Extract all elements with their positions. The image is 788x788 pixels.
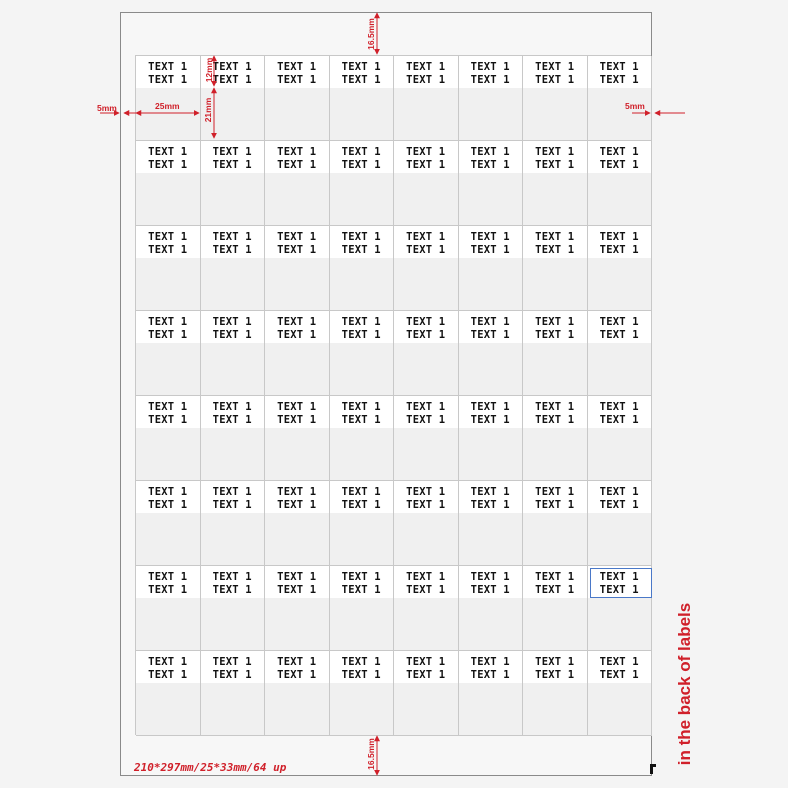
label-text-line-1: TEXT 1 — [470, 571, 510, 583]
label-text-line-1: TEXT 1 — [599, 231, 639, 243]
label-text-line-2: TEXT 1 — [406, 499, 446, 511]
label-text-line-1: TEXT 1 — [535, 656, 575, 668]
label-text-line-1: TEXT 1 — [277, 401, 317, 413]
label-text-line-2: TEXT 1 — [535, 499, 575, 511]
label-text-line-2: TEXT 1 — [599, 499, 639, 511]
label-text-line-1: TEXT 1 — [535, 231, 575, 243]
label-width-label: 25mm — [155, 101, 180, 111]
label-text-line-2: TEXT 1 — [599, 414, 639, 426]
label-text-line-1: TEXT 1 — [148, 571, 188, 583]
label-text-line-2: TEXT 1 — [148, 329, 188, 341]
label-text-line-1: TEXT 1 — [341, 61, 381, 73]
label-text-line-2: TEXT 1 — [535, 244, 575, 256]
label-text-line-1: TEXT 1 — [212, 61, 252, 73]
label-text-line-1: TEXT 1 — [535, 146, 575, 158]
label-text-line-1: TEXT 1 — [277, 656, 317, 668]
label-text-line-2: TEXT 1 — [470, 499, 510, 511]
label-text-line-2: TEXT 1 — [470, 329, 510, 341]
label-text-line-2: TEXT 1 — [599, 159, 639, 171]
label-text-line-1: TEXT 1 — [599, 486, 639, 498]
label-text-line-2: TEXT 1 — [148, 414, 188, 426]
label-text-line-1: TEXT 1 — [599, 61, 639, 73]
corner-registration-mark — [650, 764, 656, 774]
label-text-line-2: TEXT 1 — [212, 669, 252, 681]
label-text-line-1: TEXT 1 — [277, 61, 317, 73]
label-text-line-2: TEXT 1 — [212, 414, 252, 426]
label-text-line-1: TEXT 1 — [277, 571, 317, 583]
label-text-line-1: TEXT 1 — [212, 146, 252, 158]
label-text-line-1: TEXT 1 — [470, 316, 510, 328]
sheet-spec-caption: 210*297mm/25*33mm/64 up — [134, 761, 287, 774]
label-text-line-1: TEXT 1 — [599, 656, 639, 668]
label-text-line-2: TEXT 1 — [406, 159, 446, 171]
back-of-labels-note: in the back of labels — [675, 602, 694, 766]
label-text-line-1: TEXT 1 — [599, 571, 639, 583]
label-text-line-1: TEXT 1 — [148, 146, 188, 158]
label-text-line-1: TEXT 1 — [535, 486, 575, 498]
label-text-line-2: TEXT 1 — [406, 584, 446, 596]
label-text-line-2: TEXT 1 — [406, 329, 446, 341]
label-text-line-1: TEXT 1 — [277, 316, 317, 328]
label-text-line-2: TEXT 1 — [148, 669, 188, 681]
right-margin-label: 5mm — [625, 101, 645, 111]
left-margin-label: 5mm — [97, 103, 117, 113]
label-text-line-2: TEXT 1 — [212, 74, 252, 86]
label-text-line-2: TEXT 1 — [599, 584, 639, 596]
label-text-line-2: TEXT 1 — [599, 329, 639, 341]
label-text-line-2: TEXT 1 — [535, 74, 575, 86]
label-text-line-2: TEXT 1 — [406, 414, 446, 426]
label-text-line-1: TEXT 1 — [470, 656, 510, 668]
label-text-line-1: TEXT 1 — [212, 656, 252, 668]
label-text-line-2: TEXT 1 — [406, 669, 446, 681]
label-text-line-1: TEXT 1 — [212, 401, 252, 413]
label-text-line-2: TEXT 1 — [277, 159, 317, 171]
label-text-line-2: TEXT 1 — [599, 669, 639, 681]
label-text-line-1: TEXT 1 — [212, 571, 252, 583]
label-text-line-2: TEXT 1 — [341, 414, 381, 426]
label-text-line-1: TEXT 1 — [406, 486, 446, 498]
label-text-line-2: TEXT 1 — [535, 159, 575, 171]
label-text-line-2: TEXT 1 — [212, 329, 252, 341]
label-text-line-1: TEXT 1 — [341, 401, 381, 413]
label-text-line-2: TEXT 1 — [148, 584, 188, 596]
label-text-line-2: TEXT 1 — [599, 74, 639, 86]
label-text-line-2: TEXT 1 — [148, 74, 188, 86]
label-text-line-1: TEXT 1 — [406, 316, 446, 328]
label-text-line-2: TEXT 1 — [535, 584, 575, 596]
label-text-line-1: TEXT 1 — [406, 571, 446, 583]
label-text-line-1: TEXT 1 — [148, 316, 188, 328]
label-text-line-1: TEXT 1 — [599, 316, 639, 328]
label-text-line-1: TEXT 1 — [470, 486, 510, 498]
label-text-line-1: TEXT 1 — [535, 571, 575, 583]
label-text-line-1: TEXT 1 — [535, 61, 575, 73]
label-text-line-1: TEXT 1 — [535, 316, 575, 328]
label-text-line-1: TEXT 1 — [212, 316, 252, 328]
label-text-line-1: TEXT 1 — [406, 146, 446, 158]
label-text-line-1: TEXT 1 — [406, 231, 446, 243]
label-text-line-1: TEXT 1 — [277, 146, 317, 158]
label-text-line-1: TEXT 1 — [148, 486, 188, 498]
label-text-line-2: TEXT 1 — [148, 159, 188, 171]
bottom-margin-label: 16.5mm — [366, 738, 376, 770]
label-text-line-2: TEXT 1 — [341, 159, 381, 171]
label-text-line-2: TEXT 1 — [277, 499, 317, 511]
label-text-line-1: TEXT 1 — [212, 231, 252, 243]
label-text-line-1: TEXT 1 — [599, 146, 639, 158]
label-text-line-1: TEXT 1 — [277, 486, 317, 498]
label-text-line-1: TEXT 1 — [148, 401, 188, 413]
label-text-line-2: TEXT 1 — [277, 414, 317, 426]
label-text-line-1: TEXT 1 — [341, 316, 381, 328]
label-text-line-2: TEXT 1 — [470, 244, 510, 256]
label-text-line-1: TEXT 1 — [341, 146, 381, 158]
label-text-line-2: TEXT 1 — [470, 74, 510, 86]
label-text-line-2: TEXT 1 — [277, 244, 317, 256]
label-text-line-1: TEXT 1 — [341, 486, 381, 498]
label-text-line-2: TEXT 1 — [212, 499, 252, 511]
label-text-line-1: TEXT 1 — [535, 401, 575, 413]
label-text-line-2: TEXT 1 — [277, 669, 317, 681]
label-text-line-1: TEXT 1 — [148, 61, 188, 73]
label-text-line-2: TEXT 1 — [212, 584, 252, 596]
label-text-line-1: TEXT 1 — [470, 61, 510, 73]
label-text-line-1: TEXT 1 — [470, 146, 510, 158]
label-text-line-1: TEXT 1 — [599, 401, 639, 413]
label-text-line-2: TEXT 1 — [470, 584, 510, 596]
label-text-line-1: TEXT 1 — [470, 401, 510, 413]
label-text-line-2: TEXT 1 — [535, 669, 575, 681]
label-body-height-label: 21mm — [203, 97, 213, 123]
top-margin-label: 16.5mm — [366, 18, 376, 50]
label-text-line-2: TEXT 1 — [535, 414, 575, 426]
label-text-line-2: TEXT 1 — [277, 74, 317, 86]
label-text-line-2: TEXT 1 — [212, 244, 252, 256]
label-text-line-2: TEXT 1 — [406, 244, 446, 256]
label-text-line-1: TEXT 1 — [406, 61, 446, 73]
label-text-line-1: TEXT 1 — [341, 656, 381, 668]
label-text-line-2: TEXT 1 — [341, 584, 381, 596]
label-text-line-2: TEXT 1 — [341, 329, 381, 341]
label-text-line-1: TEXT 1 — [341, 571, 381, 583]
label-text-line-2: TEXT 1 — [341, 669, 381, 681]
label-text-line-2: TEXT 1 — [535, 329, 575, 341]
label-text-line-2: TEXT 1 — [470, 159, 510, 171]
label-text-line-1: TEXT 1 — [277, 231, 317, 243]
label-text-line-2: TEXT 1 — [341, 499, 381, 511]
label-text-line-2: TEXT 1 — [277, 329, 317, 341]
label-text-line-2: TEXT 1 — [212, 159, 252, 171]
label-text-line-1: TEXT 1 — [470, 231, 510, 243]
text-band-height-label: 12mm — [204, 57, 214, 83]
label-text-line-1: TEXT 1 — [406, 401, 446, 413]
label-text-line-1: TEXT 1 — [212, 486, 252, 498]
label-text-line-1: TEXT 1 — [148, 231, 188, 243]
label-text-line-2: TEXT 1 — [341, 244, 381, 256]
label-text-line-2: TEXT 1 — [341, 74, 381, 86]
label-text-line-1: TEXT 1 — [148, 656, 188, 668]
label-text-line-2: TEXT 1 — [470, 669, 510, 681]
label-text-line-2: TEXT 1 — [470, 414, 510, 426]
label-text-line-1: TEXT 1 — [406, 656, 446, 668]
label-text-line-1: TEXT 1 — [341, 231, 381, 243]
label-text-line-2: TEXT 1 — [148, 499, 188, 511]
label-text-line-2: TEXT 1 — [148, 244, 188, 256]
label-text-line-2: TEXT 1 — [406, 74, 446, 86]
label-text-line-2: TEXT 1 — [599, 244, 639, 256]
label-text-line-2: TEXT 1 — [277, 584, 317, 596]
